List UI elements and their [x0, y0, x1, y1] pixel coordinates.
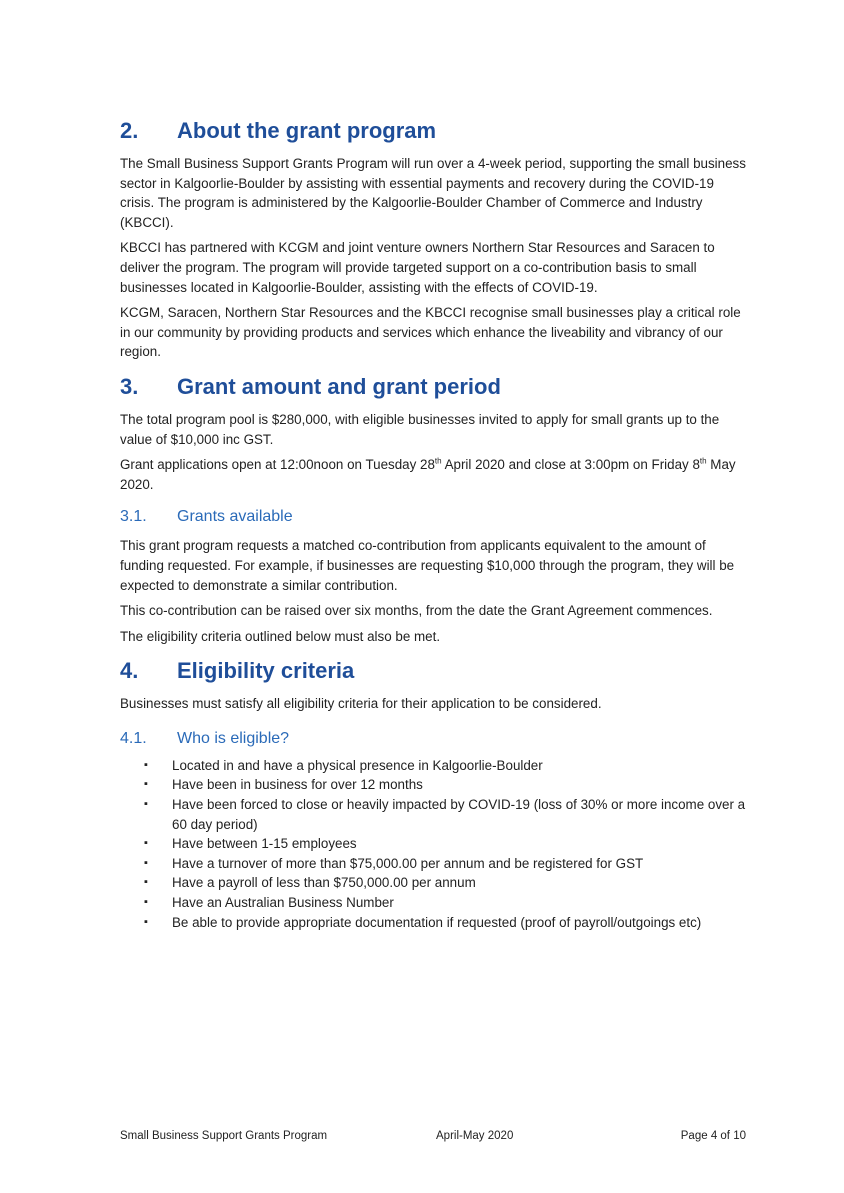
section-number: 3.1. — [120, 508, 147, 526]
paragraph: This grant program requests a matched co-contribution from applicants equivalent to the amount of funding requested. For example, if businesses are requesting $10,000 through the program, they will be expected to demonstrate a similar contribution. — [120, 538, 735, 593]
footer-date: April-May 2020 — [436, 1130, 514, 1142]
paragraph: This co-contribution can be raised over six months, from the date the Grant Agreement commences. — [120, 603, 713, 619]
section-title: Grants available — [177, 508, 293, 526]
eligibility-list — [120, 756, 748, 932]
section-4-1-heading — [120, 728, 748, 750]
paragraph: The Small Business Support Grants Program will run over a 4-week period, supporting the small business sector in Kalgoorlie-Boulder by assisting with essential payments and recovery during the COVID-19 crisis. The program is administered by the Kalgoorlie-Boulder Chamber of Commerce and Industry (KBCCI). — [120, 156, 746, 230]
section-3-1-heading — [120, 506, 748, 528]
list-item: ▪ Located in and have a physical presence in Kalgoorlie-Boulder — [120, 756, 748, 776]
list-item: ▪ Have an Australian Business Number — [120, 893, 748, 913]
section-title: About the grant program — [177, 118, 437, 143]
paragraph: The total program pool is $280,000, with eligible businesses invited to apply for small grants up to the value of $10,000 inc GST. — [120, 411, 720, 447]
paragraph — [120, 455, 748, 494]
list-item: ▪ Have been forced to close or heavily impacted by COVID-19 (loss of 30% or more income over a 60 day period) — [120, 795, 748, 834]
list-item: ▪ Have a turnover of more than $75,000.00 per annum and be registered for GST — [120, 854, 748, 874]
section-number: 2. — [120, 118, 139, 143]
section-number: 4. — [120, 658, 139, 684]
section-title: Eligibility criteria — [177, 658, 355, 684]
section-number: 4.1. — [120, 729, 147, 747]
section-4-heading — [120, 656, 748, 686]
paragraph: Businesses must satisfy all eligibility criteria for their application to be considered. — [120, 696, 602, 712]
list-item: ▪ Be able to provide appropriate documentation if requested (proof of payroll/outgoings etc) — [120, 913, 748, 933]
text-run: April 2020 and close at 3:00pm on Friday 8 — [441, 457, 700, 473]
list-item: ▪ Have between 1-15 employees — [120, 834, 748, 854]
paragraph: KBCCI has partnered with KCGM and joint venture owners Northern Star Resources and Saracen to deliver the program. The program will provide targeted support on a co-contribution basis to small businesses located in Kalgoorlie-Boulder, assisting with the effects of COVID-19. — [120, 240, 715, 295]
footer-page-number: Page 4 of 10 — [680, 1130, 746, 1142]
list-item: ▪ Have a payroll of less than $750,000.00 per annum — [120, 873, 748, 893]
superscript: th — [434, 456, 442, 466]
section-3-heading — [120, 372, 748, 402]
text-run: Grant applications open at 12:00noon on Tuesday 28 — [120, 457, 435, 473]
footer-title: Small Business Support Grants Program — [120, 1130, 328, 1142]
superscript: th — [699, 456, 707, 466]
list-item: ▪ Have been in business for over 12 months — [120, 775, 748, 795]
section-title: Grant amount and grant period — [177, 373, 501, 399]
section-2-heading — [120, 116, 748, 146]
page-content — [120, 116, 748, 932]
section-title: Who is eligible? — [177, 729, 290, 747]
section-number: 3. — [120, 373, 139, 399]
paragraph: The eligibility criteria outlined below must also be met. — [120, 628, 441, 644]
text-run: May 2020. — [120, 457, 736, 492]
paragraph: KCGM, Saracen, Northern Star Resources and the KBCCI recognise small businesses play a critical role in our community by providing products and services which enhance the liveability and vibrancy of our region. — [120, 305, 741, 360]
